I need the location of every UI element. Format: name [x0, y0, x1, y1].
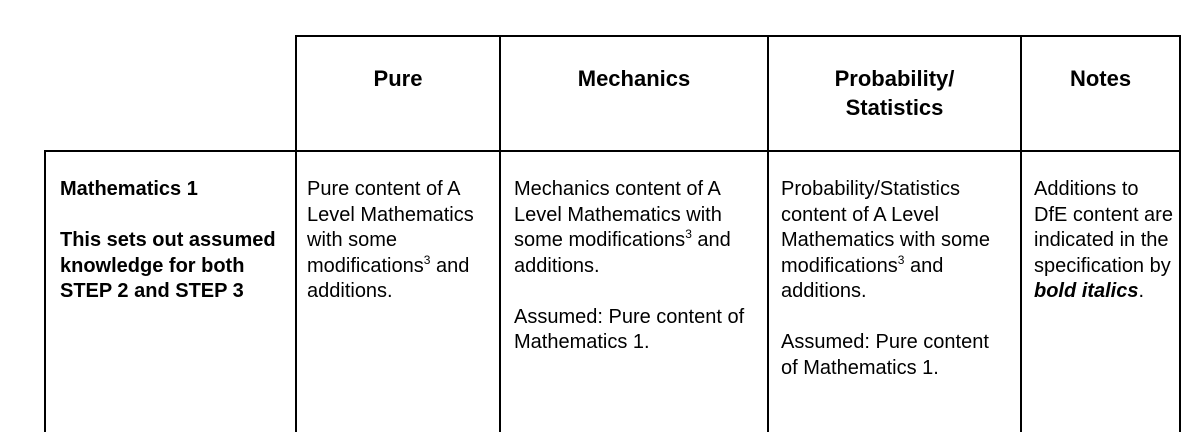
- cell-notes-emphasis: bold italics: [1034, 280, 1139, 302]
- cell-mechanics: [514, 177, 762, 356]
- cell-probability-statistics: [781, 177, 996, 381]
- header-probability-statistics: [769, 64, 1020, 122]
- cell-probability-text-end: and additions.: [781, 254, 944, 302]
- cell-pure-text-end: and additions.: [307, 254, 470, 302]
- header-mechanics-label: Mechanics: [577, 66, 691, 91]
- header-pure: [297, 64, 499, 93]
- row-title: Mathematics 1: [60, 178, 198, 200]
- header-probability-line2: Statistics: [845, 95, 944, 120]
- cell-notes: [1034, 177, 1174, 305]
- cell-notes-text: Additions to DfE content are indicated in the specification by: [1034, 178, 1173, 277]
- table-border-header-bottom: [44, 150, 1181, 152]
- cell-probability-text: Probability/Statistics content of A Level Mathematics with some modifications: [781, 178, 990, 277]
- table-divider-2: [499, 35, 501, 432]
- cell-mechanics-assumed: Assumed: Pure content of Mathematics 1.: [514, 305, 745, 353]
- footnote-marker: 3: [423, 252, 431, 267]
- row-subtitle: This sets out assumed knowledge for both STEP 2 and STEP 3: [60, 229, 276, 302]
- footnote-marker: 3: [897, 252, 905, 267]
- row-heading: [60, 177, 288, 305]
- cell-probability-assumed: Assumed: Pure content of Mathematics 1.: [781, 331, 989, 379]
- table-border-top: [295, 35, 1181, 37]
- header-probability-line1: Probability/: [834, 66, 955, 91]
- cell-mechanics-text: Mechanics content of A Level Mathematics with some modifications: [514, 178, 722, 251]
- footnote-marker: 3: [685, 227, 692, 241]
- cell-notes-text-end: .: [1138, 280, 1145, 302]
- header-mechanics: [501, 64, 767, 93]
- table-divider-4: [1020, 35, 1022, 432]
- cell-mechanics-text-end: and additions.: [514, 229, 731, 277]
- cell-pure-text: Pure content of A Level Mathematics with some modifications: [307, 178, 474, 277]
- table-divider-1: [295, 35, 297, 432]
- header-pure-label: Pure: [373, 66, 423, 91]
- table-border-left-row: [44, 150, 46, 432]
- header-notes: [1022, 64, 1179, 93]
- table-border-right: [1179, 35, 1181, 432]
- header-notes-label: Notes: [1069, 66, 1132, 91]
- cell-pure: [307, 177, 492, 305]
